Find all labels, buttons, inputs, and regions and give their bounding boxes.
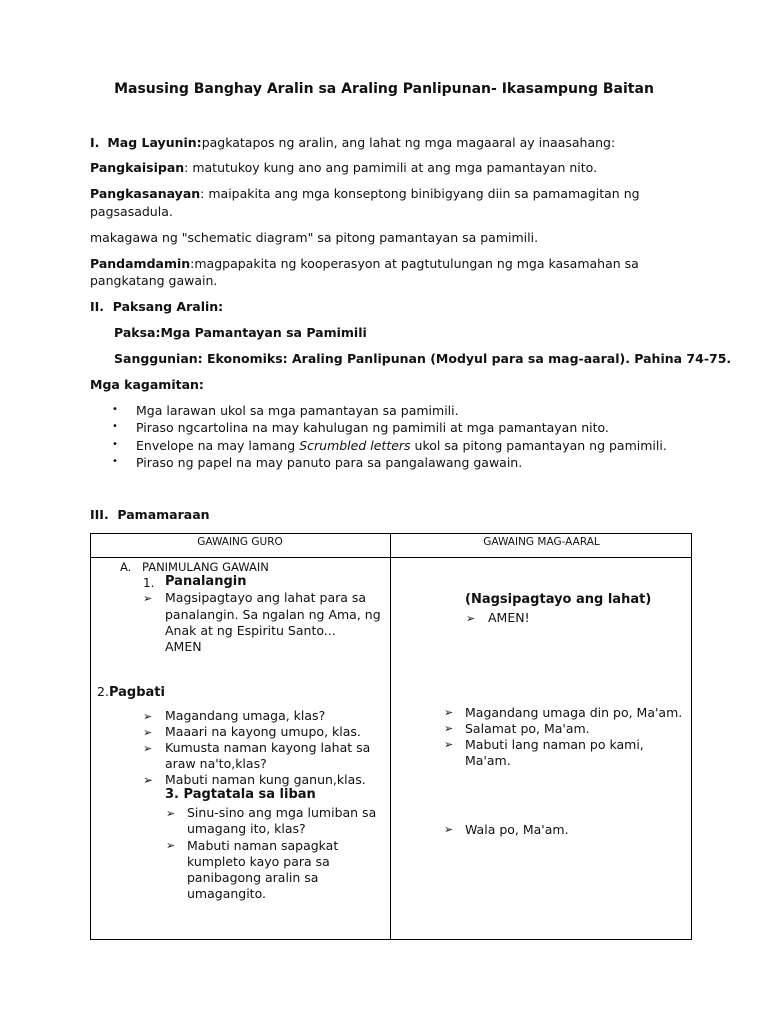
arrow-bullet-icon: ➢ (444, 706, 454, 719)
layunin-line (90, 135, 615, 150)
pangkasanayan-line (90, 186, 640, 201)
pagtatala-item-1a: Sinu-sino ang mga lumiban sa (187, 805, 377, 820)
kagamitan-heading: Mga kagamitan: (90, 377, 204, 392)
kagamitan-item-4: Piraso ng papel na may panuto para sa pangalawang gawain. (136, 455, 523, 470)
table-header-mag-aaral: GAWAING MAG-AARAL (483, 536, 600, 548)
kagamitan-item-3-emphasis: Scrumbled letters (299, 438, 411, 453)
kagamitan-item-3-post: ukol sa pitong pamantayan ng pamimili. (410, 438, 667, 453)
paksang-aralin-label: Paksang Aralin: (112, 299, 224, 314)
arrow-bullet-icon: ➢ (166, 807, 176, 820)
arrow-bullet-icon: ➢ (143, 742, 153, 755)
panalangin-heading: Panalangin (165, 574, 247, 589)
bullet-icon: • (112, 439, 118, 450)
pagtatala-heading: 3. Pagtatala sa liban (165, 787, 316, 802)
bullet-icon: • (112, 404, 118, 415)
response-salamat: Salamat po, Ma'am. (465, 721, 590, 736)
pagbati-item-4: Mabuti naman kung ganun,klas. (165, 772, 366, 787)
pangkasanayan-label: Pangkasanayan (90, 186, 201, 201)
pagbati-heading (97, 684, 165, 700)
arrow-bullet-icon: ➢ (444, 722, 454, 735)
pagbati-item-3a: Kumusta naman kayong lahat sa (165, 740, 371, 755)
pagbati-title: Pagbati (108, 685, 165, 700)
pagtatala-item-2d: umagangito. (187, 886, 266, 901)
section-a-letter: A. (120, 560, 132, 574)
panalangin-line-2: panalangin. Sa ngalan ng Ama, ng (165, 607, 381, 622)
arrow-bullet-icon: ➢ (143, 726, 153, 739)
layunin-num: I. (90, 135, 100, 150)
pagbati-item-2: Maaari na kayong umupo, klas. (165, 724, 361, 739)
pamamaraan-num: III. (90, 507, 109, 522)
layunin-label: Mag Layunin: (107, 135, 202, 150)
response-amen: AMEN! (488, 610, 530, 625)
paksa-line: Paksa:Mga Pamantayan sa Pamimili (114, 325, 367, 340)
arrow-bullet-icon: ➢ (444, 738, 454, 751)
pagbati-num: 2. (97, 684, 109, 699)
arrow-bullet-icon: ➢ (143, 710, 153, 723)
panalangin-line-1: Magsipagtayo ang lahat para sa (165, 590, 367, 605)
pandamdamin-label: Pandamdamin (90, 256, 191, 271)
pangkasanayan-text-1: : maipakita ang mga konseptong binibigyang diin sa pamamagitan ng (200, 186, 640, 201)
layunin-text: pagkatapos ng aralin, ang lahat ng mga magaaral ay inaasahang: (201, 135, 616, 150)
pandamdamin-text-1: :magpapakita ng kooperasyon at pagtutulungan ng mga kasamahan sa (190, 256, 639, 271)
pagtatala-item-2c: panibagong aralin sa (187, 870, 319, 885)
kagamitan-item-3-pre: Envelope na may lamang (136, 438, 300, 453)
pangkaisipan-text: : matutukoy kung ano ang pamimili at ang mga pamantayan nito. (184, 160, 598, 175)
response-magandang-umaga: Magandang umaga din po, Ma'am. (465, 705, 683, 720)
pamamaraan-label: Pamamaraan (117, 507, 210, 522)
paksang-aralin-num: II. (90, 299, 105, 314)
response-mabuti-2: Ma'am. (465, 753, 511, 768)
arrow-bullet-icon: ➢ (444, 823, 454, 836)
pangkaisipan-line (90, 160, 597, 175)
bullet-icon: • (112, 421, 118, 432)
pagbati-item-1: Magandang umaga, klas? (165, 708, 326, 723)
kagamitan-item-1: Mga larawan ukol sa mga pamantayan sa pamimili. (136, 403, 459, 418)
kagamitan-item-3 (136, 438, 667, 453)
section-a-title: PANIMULANG GAWAIN (142, 560, 269, 574)
arrow-bullet-icon: ➢ (143, 773, 154, 787)
pamamaraan-heading (90, 507, 210, 522)
arrow-bullet-icon: ➢ (466, 612, 476, 625)
pagbati-item-3b: araw na'to,klas? (165, 756, 267, 771)
pandamdamin-text-2: pangkatang gawain. (90, 273, 218, 288)
pangkasanayan-text-2: pagsasadula. (90, 204, 173, 219)
pagtatala-item-2b: kumpleto kayo para sa (187, 854, 330, 869)
bullet-icon: • (112, 456, 118, 467)
arrow-bullet-icon: ➢ (166, 839, 176, 852)
response-nagsipagtayo: (Nagsipagtayo ang lahat) (465, 592, 652, 607)
makagawa-line: makagawa ng "schematic diagram" sa pitong pamantayan sa pamimili. (90, 230, 539, 245)
panalangin-num: 1. (143, 576, 155, 590)
kagamitan-item-2: Piraso ngcartolina na may kahulugan ng pamimili at mga pamantayan nito. (136, 420, 609, 435)
table-column-divider (390, 533, 391, 940)
document-title: Masusing Banghay Aralin sa Araling Panlipunan- Ikasampung Baitan (114, 81, 654, 97)
pandamdamin-line (90, 256, 639, 271)
pangkaisipan-label: Pangkaisipan (90, 160, 185, 175)
arrow-bullet-icon: ➢ (143, 592, 153, 605)
table-header-guro: GAWAING GURO (197, 536, 283, 548)
panalangin-line-4: AMEN (165, 639, 202, 654)
panalangin-line-3: Anak at ng Espiritu Santo... (165, 623, 336, 638)
response-wala-po: Wala po, Ma'am. (465, 822, 569, 837)
table-header-divider (90, 557, 692, 558)
paksang-aralin-heading (90, 299, 223, 314)
pagtatala-item-1b: umagang ito, klas? (187, 821, 306, 836)
pagtatala-item-2a: Mabuti naman sapagkat (187, 838, 339, 853)
sanggunian-line: Sanggunian: Ekonomiks: Araling Panlipunan (Modyul para sa mag-aaral). Pahina 74-75. (114, 351, 732, 366)
response-mabuti-1: Mabuti lang naman po kami, (465, 737, 644, 752)
